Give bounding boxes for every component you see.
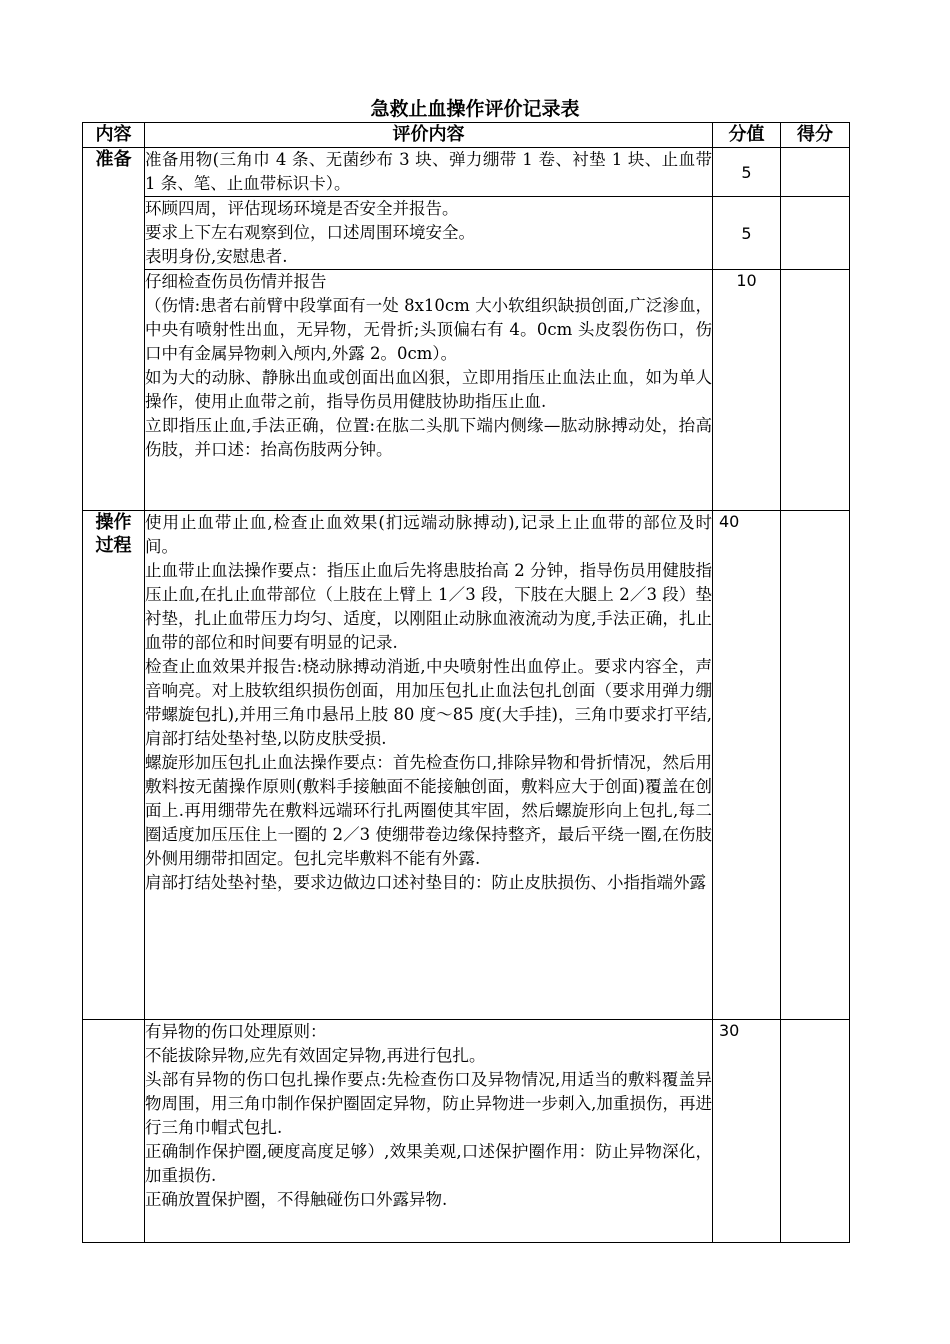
table-row — [83, 148, 850, 197]
category-cell — [83, 511, 145, 1020]
content-cell — [145, 270, 713, 511]
category-label: 操作 过程 — [95, 512, 132, 556]
score-cell — [781, 1020, 850, 1243]
points-cell: 5 — [713, 148, 781, 197]
content-cell — [145, 511, 713, 1020]
points-cell: 5 — [713, 197, 781, 270]
points-cell: 40 — [713, 511, 781, 1020]
content-line: 表明身份,安慰患者. — [145, 247, 288, 266]
category-cell — [83, 148, 145, 511]
table-header-row — [83, 123, 850, 148]
table-row — [83, 270, 850, 511]
content-line: 不能拔除异物,应先有效固定异物,再进行包扎。 — [145, 1046, 486, 1065]
content-line: 螺旋形加压包扎止血法操作要点：首先检查伤口,排除异物和骨折情况，然后用敷料按无菌操作原则(敷料手接触面不能接触创面，敷料应大于创面)覆盖在创面上.再用绷带先在敷料远端环行扎两圈使其牢固，然后螺旋形向上包扎,每二圈适度加压压住上一圈的 2／3 使绷带卷边缘保持整齐，最后平绕一圈,在伤肢外侧用绷带扣固定。包扎完毕敷料不能有外露. — [145, 753, 712, 868]
content-line: 环顾四周，评估现场环境是否安全并报告。 — [145, 199, 459, 218]
category-cell — [83, 1020, 145, 1243]
content-line: 准备用物(三角巾 4 条、无菌纱布 3 块、弹力绷带 1 卷、衬垫 1 块、止血带 1 条、笔、止血带标识卡）。 — [145, 150, 712, 193]
page-title: 急救止血操作评价记录表 — [370, 98, 580, 120]
content-cell — [145, 1020, 713, 1243]
header-points: 分值 — [713, 123, 781, 148]
content-line: 如为大的动脉、静脉出血或创面出血凶狠，立即用指压止血法止血，如为单人操作，使用止血带之前，指导伤员用健肢协助指压止血. — [145, 368, 712, 411]
content-line: 仔细检查伤员伤情并报告 — [145, 272, 327, 291]
table-row — [83, 197, 850, 270]
points-cell: 10 — [713, 270, 781, 511]
points-cell: 30 — [713, 1020, 781, 1243]
score-cell — [781, 148, 850, 197]
content-line: 正确制作保护圈,硬度高度足够）,效果美观,口述保护圈作用：防止异物深化，加重损伤. — [145, 1142, 712, 1185]
content-line: 止血带止血法操作要点：指压止血后先将患肢抬高 2 分钟，指导伤员用健肢指压止血,在扎止血带部位（上肢在上臂上 1／3 段，下肢在大腿上 2／3 段）垫衬垫，扎止血带压力均匀、适度，以刚阻止动脉血液流动为度,手法正确，扎止血带的部位和时间要有明显的记录. — [145, 561, 712, 652]
content-cell — [145, 197, 713, 270]
content-line: 肩部打结处垫衬垫，要求边做边口述衬垫目的：防止皮肤损伤、小指指端外露 — [145, 873, 706, 892]
table-row — [83, 1020, 850, 1243]
score-cell — [781, 511, 850, 1020]
content-line: 有异物的伤口处理原则： — [145, 1022, 327, 1041]
content-line: 正确放置保护圈，不得触碰伤口外露异物. — [145, 1190, 448, 1209]
content-cell — [145, 148, 713, 197]
content-line: （伤情:患者右前臂中段掌面有一处 8x10cm 大小软组织缺损创面,广泛渗血，中央有喷射性出血，无异物，无骨折;头顶偏右有 4。0cm 头皮裂伤伤口，伤口中有金属异物刺入颅内,外露 2。0cm）。 — [145, 296, 712, 363]
score-cell — [781, 270, 850, 511]
score-cell — [781, 197, 850, 270]
header-content: 评价内容 — [145, 123, 713, 148]
category-label: 准备 — [95, 149, 132, 170]
header-category: 内容 — [83, 123, 145, 148]
header-score: 得分 — [781, 123, 850, 148]
content-line: 要求上下左右观察到位，口述周围环境安全。 — [145, 223, 475, 242]
content-line: 头部有异物的伤口包扎操作要点:先检查伤口及异物情况,用适当的敷料覆盖异物周围，用三角巾制作保护圈固定异物，防止异物进一步刺入,加重损伤，再进行三角巾帽式包扎. — [145, 1070, 712, 1137]
table-row — [83, 511, 850, 1020]
content-line: 使用止血带止血,检查止血效果(扪远端动脉搏动),记录上止血带的部位及时间。 — [145, 513, 712, 556]
content-line: 检查止血效果并报告:桡动脉搏动消逝,中央喷射性出血停止。要求内容全，声音响亮。对上肢软组织损伤创面，用加压包扎止血法包扎创面（要求用弹力绷带螺旋包扎),并用三角巾悬吊上肢 80 度～85 度(大手挂)，三角巾要求打平结,肩部打结处垫衬垫,以防皮肤受损. — [145, 657, 712, 748]
evaluation-table — [82, 122, 850, 1243]
content-line: 立即指压止血,手法正确，位置:在肱二头肌下端内侧缘—肱动脉搏动处，抬高伤肢，并口述：抬高伤肢两分钟。 — [145, 416, 712, 459]
